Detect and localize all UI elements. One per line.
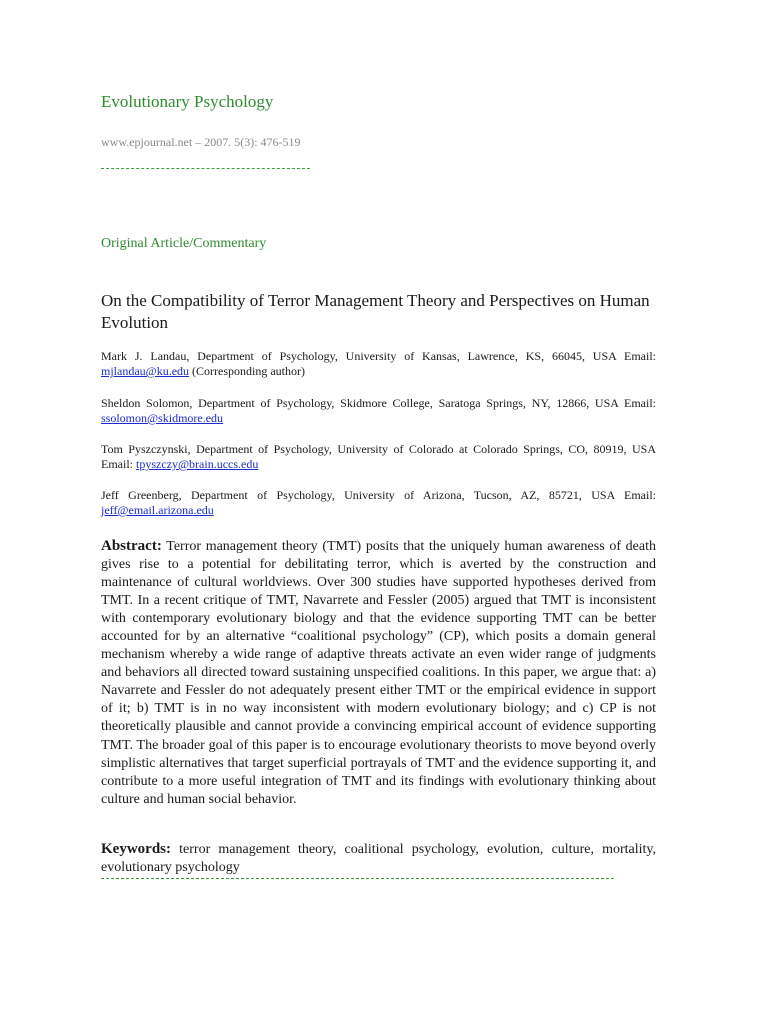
author-affiliation-2 — [101, 396, 656, 426]
author-email-link[interactable]: jeff@email.arizona.edu — [101, 503, 214, 517]
keywords-label: Keywords: — [101, 841, 171, 857]
author-affiliation-3 — [101, 442, 656, 472]
journal-name: Evolutionary Psychology — [101, 92, 274, 111]
article-title: On the Compatibility of Terror Management Theory and Perspectives on Human Evolution — [101, 291, 650, 332]
keywords-divider — [101, 878, 614, 879]
author-email-link[interactable]: tpyszczy@brain.uccs.edu — [136, 457, 259, 471]
author-text: Jeff Greenberg, Department of Psychology, University of Arizona, Tucson, AZ, 85721, USA Email: — [101, 488, 656, 502]
author-affiliation-4 — [101, 488, 656, 518]
author-note: (Corresponding author) — [189, 364, 306, 378]
author-affiliation-1 — [101, 349, 656, 379]
keywords-text: terror management theory, coalitional psychology, evolution, culture, mortality, evolutionary psychology — [101, 842, 656, 875]
author-email-link[interactable]: ssolomon@skidmore.edu — [101, 411, 224, 425]
journal-citation: www.epjournal.net – 2007. 5(3): 476-519 — [101, 135, 301, 149]
author-email-link[interactable]: mjlandau@ku.edu — [101, 364, 190, 378]
header-divider — [101, 168, 310, 169]
abstract-label: Abstract: — [101, 538, 162, 554]
abstract — [101, 537, 656, 809]
author-text: Mark J. Landau, Department of Psychology, University of Kansas, Lawrence, KS, 66045, USA Email: — [101, 349, 656, 363]
article-type: Original Article/Commentary — [101, 236, 267, 251]
abstract-text: Terror management theory (TMT) posits that the uniquely human awareness of death gives rise to a potential for debilitating terror, which is averted by the construction and maintenance of cultural worldviews. Over 300 studies have supported hypotheses derived from TMT. In a recent critique of TMT, Navarrete and Fessler (2005) argued that TMT is inconsistent with contemporary evolutionary biology and that the evidence supporting TMT can be better accounted for by an alternative “coalitional psychology” (CP), which posits a domain general mechanism whereby a wide range of adaptive threats activate an even wider range of judgments and behaviors all directed toward sustaining unspecified coalitions. In this paper, we argue that: a) Navarrete and Fessler do not adequately present either TMT or the empirical evidence in support of it; b) TMT is in no way inconsistent with modern evolutionary biology; and c) CP is not theoretically plausible and cannot provide a convincing empirical account of evidence supporting TMT. The broader goal of this paper is to encourage evolutionary theorists to move beyond overly simplistic alternatives that target superficial portrayals of TMT and the evidence supporting it, and contribute to a more useful integration of TMT and its findings with evolutionary thinking about culture and human social behavior. — [101, 539, 656, 807]
author-text: Tom Pyszczynski, Department of Psychology, University of Colorado at Colorado Springs, CO, 80919, USA Email: — [101, 442, 656, 471]
author-text: Sheldon Solomon, Department of Psychology, Skidmore College, Saratoga Springs, NY, 12866, USA Email: — [101, 396, 656, 410]
keywords — [101, 840, 656, 877]
